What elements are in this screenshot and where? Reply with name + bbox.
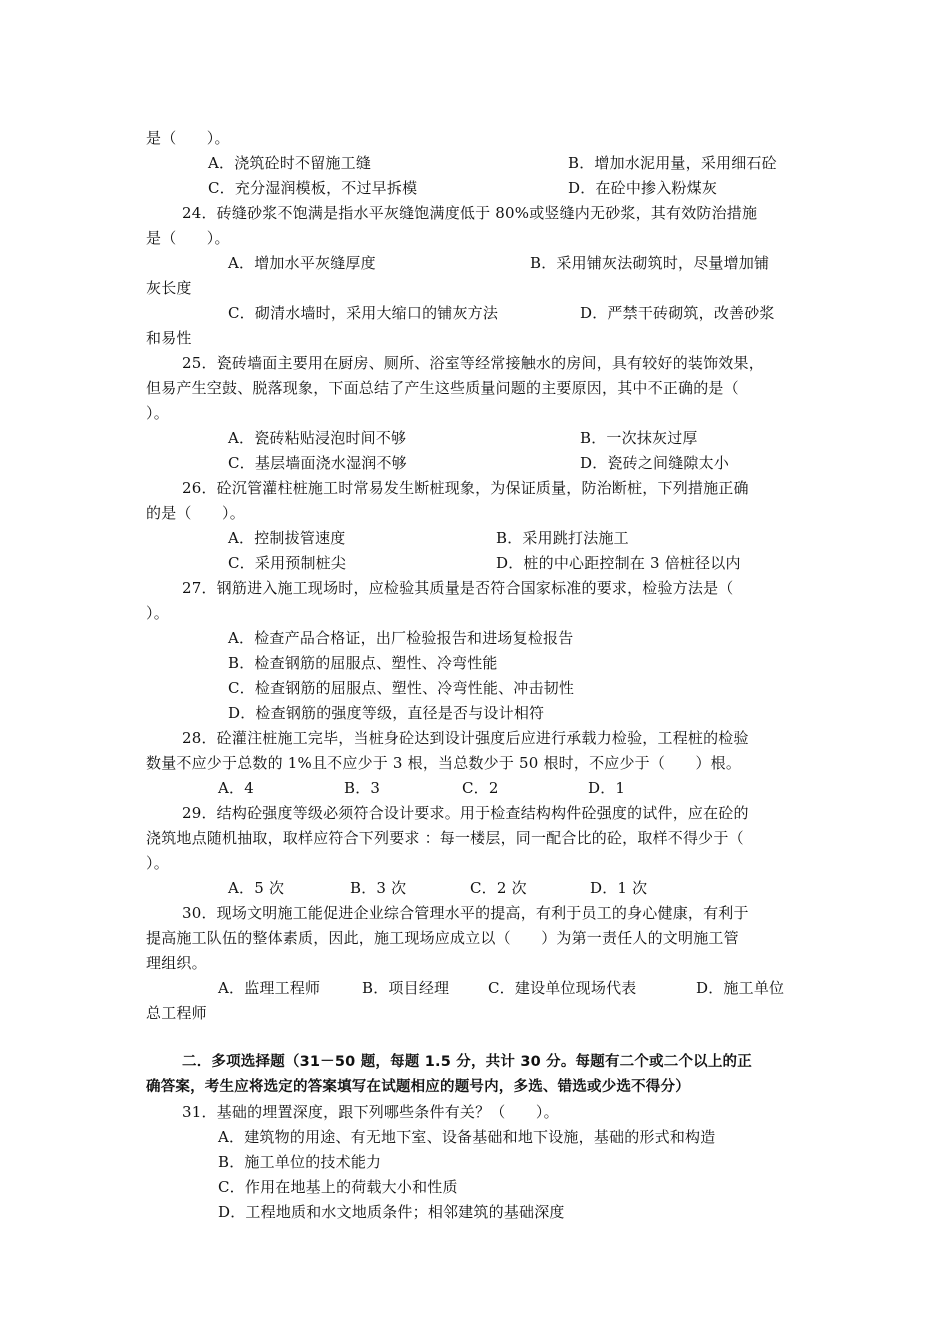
text-line: ）。: [146, 854, 169, 872]
option-b: B．采用跳打法施工: [496, 529, 629, 547]
option-c: C．检查钢筋的屈服点、塑性、冷弯性能、冲击韧性: [228, 679, 575, 697]
question-29: 29．结构砼强度等级必须符合设计要求。用于检查结构构件砼强度的试件，应在砼的: [182, 804, 749, 822]
option-a: A．检查产品合格证，出厂检验报告和进场复检报告: [228, 629, 574, 647]
text-line: 和易性: [146, 329, 192, 347]
option-b: B．检查钢筋的屈服点、塑性、冷弯性能: [228, 654, 498, 672]
question-28: 28．砼灌注桩施工完毕，当桩身砼达到设计强度后应进行承载力检验，工程桩的检验: [182, 729, 749, 747]
option-d: D．在砼中掺入粉煤灰: [568, 179, 718, 197]
question-30: 30．现场文明施工能促进企业综合管理水平的提高，有利于员工的身心健康，有利于: [182, 904, 749, 922]
option-c: C．充分湿润模板，不过早拆模: [208, 179, 418, 197]
question-31: 31．基础的埋置深度，跟下列哪些条件有关？（ ）。: [182, 1103, 559, 1121]
option-d: D．工程地质和水文地质条件；相邻建筑的基础深度: [218, 1203, 565, 1221]
option-c: C．2: [462, 779, 499, 797]
option-d: D．施工单位: [696, 979, 785, 997]
option-c: C．采用预制桩尖: [228, 554, 347, 572]
option-b: B．采用铺灰法砌筑时，尽量增加铺: [530, 254, 770, 272]
option-d: D．瓷砖之间缝隙太小: [580, 454, 730, 472]
option-b: B．一次抹灰过厚: [580, 429, 698, 447]
option-a: A．控制拔管速度: [228, 529, 346, 547]
option-d: D．1: [588, 779, 626, 797]
text-line: 浇筑地点随机抽取，取样应符合下列要求 ：每一楼层，同一配合比的砼，取样不得少于（: [146, 829, 744, 847]
option-b: B．增加水泥用量，采用细石砼: [568, 154, 777, 172]
option-b: B．3: [344, 779, 381, 797]
option-c: C．建设单位现场代表: [488, 979, 637, 997]
text-line: 理组织。: [146, 954, 207, 972]
text-line: 的是（ ）。: [146, 504, 245, 522]
option-a: A．浇筑砼时不留施工缝: [208, 154, 372, 172]
text-line: ）。: [146, 604, 169, 622]
option-d: D．1 次: [590, 879, 648, 897]
text-line: 数量不应少于总数的 1%且不应少于 3 根，当总数少于 50 根时，不应少于（ ）根。: [146, 754, 742, 772]
option-a: A．瓷砖粘贴浸泡时间不够: [228, 429, 407, 447]
option-a: A．4: [218, 779, 254, 797]
text-line: 但易产生空鼓、脱落现象，下面总结了产生这些质量问题的主要原因，其中不正确的是（: [146, 379, 739, 397]
option-d: D．严禁干砖砌筑，改善砂浆: [580, 304, 775, 322]
section-heading: 二．多项选择题（31－50 题，每题 1.5 分，共计 30 分。每题有二个或二个以上的正: [182, 1054, 752, 1070]
option-d: D．检查钢筋的强度等级，直径是否与设计相符: [228, 704, 545, 722]
option-a: A．增加水平灰缝厚度: [228, 254, 376, 272]
text-line: 提高施工队伍的整体素质，因此，施工现场应成立以（ ）为第一责任人的文明施工管: [146, 929, 739, 947]
section-heading-cont: 确答案，考生应将选定的答案填写在试题相应的题号内，多选、错选或少选不得分）: [146, 1079, 690, 1095]
option-c: C．基层墙面浇水湿润不够: [228, 454, 407, 472]
option-c: C．砌清水墙时，采用大缩口的铺灰方法: [228, 304, 499, 322]
text-line: 是（ ）。: [146, 229, 230, 247]
option-a: A．建筑物的用途、有无地下室、设备基础和地下设施，基础的形式和构造: [218, 1128, 716, 1146]
option-a: A．监理工程师: [218, 979, 321, 997]
text-line: ）。: [146, 404, 169, 422]
text-line: 是（ ）。: [146, 129, 230, 147]
option-a: A．5 次: [228, 879, 285, 897]
option-b: B．项目经理: [362, 979, 450, 997]
option-b: B．3 次: [350, 879, 407, 897]
question-25: 25．瓷砖墙面主要用在厨房、厕所、浴室等经常接触水的房间，具有较好的装饰效果，: [182, 354, 764, 372]
option-c: C．2 次: [470, 879, 527, 897]
option-b: B．施工单位的技术能力: [218, 1153, 382, 1171]
question-24: 24．砖缝砂浆不饱满是指水平灰缝饱满度低于 80%或竖缝内无砂浆，其有效防治措施: [182, 204, 758, 222]
option-d: D．桩的中心距控制在 3 倍桩径以内: [496, 554, 741, 572]
question-27: 27．钢筋进入施工现场时，应检验其质量是否符合国家标准的要求，检验方法是（: [182, 579, 734, 597]
question-26: 26．砼沉管灌柱桩施工时常易发生断桩现象，为保证质量，防治断桩，下列措施正确: [182, 479, 749, 497]
text-line: 总工程师: [146, 1004, 207, 1022]
text-line: 灰长度: [146, 279, 192, 297]
option-c: C．作用在地基上的荷载大小和性质: [218, 1178, 458, 1196]
